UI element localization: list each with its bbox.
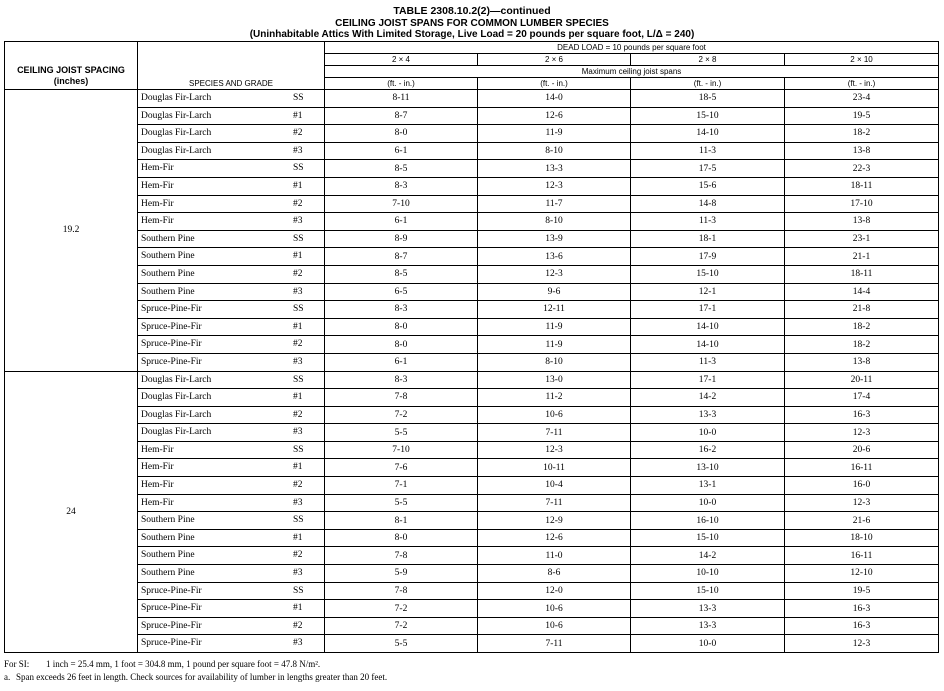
size-header: 2 × 8: [631, 54, 785, 66]
species-grade-cell: [138, 565, 325, 583]
span-value-cell: 13-8: [785, 353, 939, 371]
span-value-cell: 5-9: [325, 565, 478, 583]
span-value-cell: 5-5: [325, 494, 478, 512]
span-value-cell: 7-8: [325, 389, 478, 407]
unit-header: (ft. - in.): [631, 78, 785, 90]
species-grade-cell: [138, 529, 325, 547]
table-row: [5, 547, 939, 565]
span-value-cell: 19-5: [785, 107, 939, 125]
species-name: Hem-Fir: [141, 497, 174, 508]
grade-label: #1: [293, 603, 303, 614]
span-value-cell: 5-5: [325, 635, 478, 653]
table-row: [5, 336, 939, 354]
species-name: Spruce-Pine-Fir: [141, 603, 202, 614]
grade-label: #3: [293, 356, 303, 367]
span-value-cell: 6-1: [325, 353, 478, 371]
span-value-cell: 8-10: [478, 142, 631, 160]
species-grade-cell: [138, 441, 325, 459]
span-value-cell: 14-10: [631, 125, 785, 143]
grade-label: #2: [293, 550, 303, 561]
span-value-cell: 7-8: [325, 582, 478, 600]
span-value-cell: 8-3: [325, 371, 478, 389]
span-value-cell: 18-11: [785, 265, 939, 283]
span-value-cell: 8-0: [325, 336, 478, 354]
span-value-cell: 8-10: [478, 213, 631, 231]
table-row: [5, 441, 939, 459]
table-row: [5, 353, 939, 371]
span-value-cell: 8-10: [478, 353, 631, 371]
spacing-header-label: CEILING JOIST SPACING: [17, 65, 125, 75]
span-value-cell: 16-3: [785, 617, 939, 635]
span-value-cell: 17-9: [631, 248, 785, 266]
span-value-cell: 10-6: [478, 617, 631, 635]
species-name: Hem-Fir: [141, 444, 174, 455]
span-value-cell: 9-6: [478, 283, 631, 301]
span-value-cell: 10-6: [478, 600, 631, 618]
span-value-cell: 8-11: [325, 90, 478, 108]
span-value-cell: 12-3: [785, 494, 939, 512]
table-row: [5, 318, 939, 336]
grade-label: #1: [293, 251, 303, 262]
joist-spacing-cell: 19.2: [5, 90, 138, 372]
species-name: Southern Pine: [141, 532, 195, 543]
species-name: Hem-Fir: [141, 198, 174, 209]
species-grade-cell: [138, 389, 325, 407]
span-value-cell: 12-11: [478, 301, 631, 319]
span-value-cell: 11-3: [631, 213, 785, 231]
table-row: [5, 512, 939, 530]
species-grade-cell: [138, 371, 325, 389]
span-value-cell: 15-10: [631, 582, 785, 600]
span-value-cell: 15-6: [631, 177, 785, 195]
span-value-cell: 16-3: [785, 600, 939, 618]
span-value-cell: 13-3: [631, 617, 785, 635]
span-value-cell: 21-6: [785, 512, 939, 530]
species-grade-cell: [138, 230, 325, 248]
table-row: [5, 529, 939, 547]
span-value-cell: 15-10: [631, 107, 785, 125]
grade-label: #2: [293, 339, 303, 350]
span-value-cell: 11-9: [478, 125, 631, 143]
species-name: Hem-Fir: [141, 180, 174, 191]
span-value-cell: 8-1: [325, 512, 478, 530]
span-value-cell: 17-4: [785, 389, 939, 407]
table-row: [5, 617, 939, 635]
species-name: Spruce-Pine-Fir: [141, 620, 202, 631]
species-grade-cell: [138, 406, 325, 424]
grade-label: #1: [293, 321, 303, 332]
species-name: Southern Pine: [141, 286, 195, 297]
span-value-cell: 13-8: [785, 142, 939, 160]
grade-label: SS: [293, 444, 304, 455]
span-value-cell: 12-3: [785, 424, 939, 442]
table-row: [5, 600, 939, 618]
table-number: TABLE 2308.10.2(2)—continued: [393, 5, 551, 17]
species-name: Hem-Fir: [141, 216, 174, 227]
span-value-cell: 12-9: [478, 512, 631, 530]
grade-label: SS: [293, 515, 304, 526]
grade-label: #3: [293, 497, 303, 508]
si-label: For SI:: [4, 659, 30, 669]
species-grade-cell: [138, 142, 325, 160]
span-value-cell: 18-2: [785, 125, 939, 143]
span-value-cell: 18-10: [785, 529, 939, 547]
table-title-block: [0, 6, 944, 41]
table-row: [5, 248, 939, 266]
species-grade-cell: [138, 301, 325, 319]
table-row: [5, 230, 939, 248]
span-value-cell: 14-0: [478, 90, 631, 108]
table-title: CEILING JOIST SPANS FOR COMMON LUMBER SPECIES: [335, 17, 609, 29]
species-name: Spruce-Pine-Fir: [141, 356, 202, 367]
size-header: 2 × 6: [478, 54, 631, 66]
span-value-cell: 17-5: [631, 160, 785, 178]
span-value-cell: 18-2: [785, 336, 939, 354]
span-value-cell: 6-1: [325, 213, 478, 231]
species-grade-cell: [138, 512, 325, 530]
span-value-cell: 20-11: [785, 371, 939, 389]
span-value-cell: 10-0: [631, 635, 785, 653]
dead-load-header: DEAD LOAD = 10 pounds per square foot: [325, 42, 939, 54]
span-value-cell: 13-9: [478, 230, 631, 248]
species-name: Douglas Fir-Larch: [141, 128, 212, 139]
span-value-cell: 12-1: [631, 283, 785, 301]
species-grade-cell: [138, 336, 325, 354]
span-value-cell: 11-7: [478, 195, 631, 213]
span-value-cell: 14-10: [631, 318, 785, 336]
grade-label: #2: [293, 128, 303, 139]
span-value-cell: 23-1: [785, 230, 939, 248]
footnote-a-label: a.: [4, 672, 11, 682]
species-name: Hem-Fir: [141, 462, 174, 473]
table-row: [5, 424, 939, 442]
species-name: Spruce-Pine-Fir: [141, 321, 202, 332]
span-value-cell: 10-0: [631, 424, 785, 442]
species-name: Hem-Fir: [141, 163, 174, 174]
spacing-header: [5, 42, 138, 90]
table-row: [5, 635, 939, 653]
species-grade-cell: [138, 582, 325, 600]
span-value-cell: 8-3: [325, 177, 478, 195]
span-value-cell: 14-10: [631, 336, 785, 354]
span-value-cell: 16-11: [785, 547, 939, 565]
span-value-cell: 16-3: [785, 406, 939, 424]
span-value-cell: 15-10: [631, 265, 785, 283]
species-name: Douglas Fir-Larch: [141, 93, 212, 103]
span-value-cell: 8-5: [325, 160, 478, 178]
table-row: [5, 283, 939, 301]
ceiling-joist-span-table: [4, 41, 939, 653]
species-name: Southern Pine: [141, 550, 195, 561]
span-value-cell: 7-1: [325, 477, 478, 495]
grade-label: #2: [293, 480, 303, 491]
grade-label: #2: [293, 409, 303, 420]
span-value-cell: 6-5: [325, 283, 478, 301]
span-value-cell: 10-4: [478, 477, 631, 495]
span-value-cell: 12-3: [785, 635, 939, 653]
span-value-cell: 10-10: [631, 565, 785, 583]
span-value-cell: 17-1: [631, 371, 785, 389]
size-header: 2 × 10: [785, 54, 939, 66]
span-value-cell: 11-2: [478, 389, 631, 407]
span-value-cell: 13-3: [631, 406, 785, 424]
table-row: [5, 371, 939, 389]
species-name: Southern Pine: [141, 233, 195, 244]
table-row: [5, 195, 939, 213]
span-value-cell: 13-10: [631, 459, 785, 477]
span-value-cell: 11-3: [631, 142, 785, 160]
span-value-cell: 11-9: [478, 336, 631, 354]
table-row: [5, 177, 939, 195]
species-name: Douglas Fir-Larch: [141, 427, 212, 438]
span-value-cell: 14-2: [631, 389, 785, 407]
species-name: Spruce-Pine-Fir: [141, 304, 202, 315]
span-value-cell: 7-11: [478, 635, 631, 653]
span-value-cell: 12-6: [478, 107, 631, 125]
span-value-cell: 12-3: [478, 265, 631, 283]
table-row: [5, 494, 939, 512]
species-grade-cell: [138, 248, 325, 266]
span-value-cell: 7-6: [325, 459, 478, 477]
span-value-cell: 8-5: [325, 265, 478, 283]
span-value-cell: 8-6: [478, 565, 631, 583]
span-value-cell: 8-7: [325, 107, 478, 125]
span-value-cell: 23-4: [785, 90, 939, 108]
species-grade-cell: [138, 213, 325, 231]
span-value-cell: 6-1: [325, 142, 478, 160]
species-name: Southern Pine: [141, 515, 195, 526]
si-text: 1 inch = 25.4 mm, 1 foot = 304.8 mm, 1 pound per square foot = 47.8 N/m².: [46, 659, 321, 669]
span-value-cell: 21-8: [785, 301, 939, 319]
species-name: Douglas Fir-Larch: [141, 110, 212, 121]
species-name: Douglas Fir-Larch: [141, 374, 212, 385]
span-value-cell: 10-11: [478, 459, 631, 477]
species-header: SPECIES AND GRADE: [138, 42, 325, 90]
table-row: [5, 265, 939, 283]
grade-label: #1: [293, 180, 303, 191]
spacing-header-unit: (inches): [53, 76, 89, 86]
unit-header: (ft. - in.): [785, 78, 939, 90]
table-body: [5, 90, 939, 653]
grade-label: #3: [293, 216, 303, 227]
species-grade-cell: [138, 283, 325, 301]
species-grade-cell: [138, 125, 325, 143]
span-value-cell: 13-0: [478, 371, 631, 389]
span-value-cell: 8-3: [325, 301, 478, 319]
table-row: [5, 477, 939, 495]
span-value-cell: 8-7: [325, 248, 478, 266]
span-value-cell: 18-2: [785, 318, 939, 336]
species-grade-cell: [138, 160, 325, 178]
span-value-cell: 13-8: [785, 213, 939, 231]
span-value-cell: 13-3: [478, 160, 631, 178]
grade-label: SS: [293, 304, 304, 315]
span-value-cell: 8-0: [325, 529, 478, 547]
span-value-cell: 14-4: [785, 283, 939, 301]
table-row: [5, 406, 939, 424]
span-value-cell: 8-0: [325, 125, 478, 143]
grade-label: #3: [293, 286, 303, 297]
footnote-a: [4, 671, 387, 684]
span-value-cell: 12-3: [478, 441, 631, 459]
table-row: [5, 459, 939, 477]
species-grade-cell: [138, 424, 325, 442]
span-value-cell: 16-0: [785, 477, 939, 495]
species-grade-cell: [138, 177, 325, 195]
span-value-cell: 8-0: [325, 318, 478, 336]
species-name: Southern Pine: [141, 268, 195, 279]
span-value-cell: 10-0: [631, 494, 785, 512]
span-value-cell: 13-1: [631, 477, 785, 495]
span-value-cell: 12-10: [785, 565, 939, 583]
grade-label: SS: [293, 93, 304, 103]
span-value-cell: 20-6: [785, 441, 939, 459]
species-grade-cell: [138, 318, 325, 336]
span-value-cell: 12-0: [478, 582, 631, 600]
span-value-cell: 16-11: [785, 459, 939, 477]
span-value-cell: 21-1: [785, 248, 939, 266]
species-name: Douglas Fir-Larch: [141, 409, 212, 420]
span-value-cell: 18-11: [785, 177, 939, 195]
span-value-cell: 17-1: [631, 301, 785, 319]
grade-label: #1: [293, 392, 303, 403]
span-value-cell: 8-9: [325, 230, 478, 248]
unit-header: (ft. - in.): [478, 78, 631, 90]
species-grade-cell: [138, 107, 325, 125]
grade-label: SS: [293, 233, 304, 244]
max-spans-header: Maximum ceiling joist spans: [325, 66, 939, 78]
span-value-cell: 7-11: [478, 494, 631, 512]
span-value-cell: 18-1: [631, 230, 785, 248]
table-row: [5, 582, 939, 600]
span-value-cell: 7-11: [478, 424, 631, 442]
grade-label: #3: [293, 145, 303, 156]
grade-label: SS: [293, 585, 304, 596]
species-grade-cell: [138, 459, 325, 477]
grade-label: SS: [293, 163, 304, 174]
grade-label: #1: [293, 462, 303, 473]
span-value-cell: 7-10: [325, 441, 478, 459]
unit-header: (ft. - in.): [325, 78, 478, 90]
species-grade-cell: [138, 600, 325, 618]
table-row: [5, 389, 939, 407]
size-header: 2 × 4: [325, 54, 478, 66]
species-grade-cell: [138, 635, 325, 653]
species-grade-cell: [138, 353, 325, 371]
table-subtitle: (Uninhabitable Attics With Limited Storage, Live Load = 20 pounds per square foot, L/Δ = 240): [249, 29, 695, 40]
span-value-cell: 10-6: [478, 406, 631, 424]
species-name: Spruce-Pine-Fir: [141, 638, 202, 649]
species-name: Southern Pine: [141, 251, 195, 262]
footnotes: [4, 658, 387, 684]
grade-label: #2: [293, 620, 303, 631]
species-grade-cell: [138, 617, 325, 635]
grade-label: #2: [293, 268, 303, 279]
grade-label: #2: [293, 198, 303, 209]
span-value-cell: 11-0: [478, 547, 631, 565]
span-value-cell: 7-8: [325, 547, 478, 565]
species-grade-cell: [138, 477, 325, 495]
footnote-a-text: Span exceeds 26 feet in length. Check sources for availability of lumber in lengths greater than 20 feet.: [16, 672, 388, 682]
grade-label: #3: [293, 638, 303, 649]
species-name: Douglas Fir-Larch: [141, 392, 212, 403]
grade-label: #3: [293, 568, 303, 579]
span-value-cell: 12-6: [478, 529, 631, 547]
species-grade-cell: [138, 265, 325, 283]
span-value-cell: 14-2: [631, 547, 785, 565]
species-name: Douglas Fir-Larch: [141, 145, 212, 156]
span-value-cell: 16-2: [631, 441, 785, 459]
span-value-cell: 22-3: [785, 160, 939, 178]
species-grade-cell: [138, 547, 325, 565]
span-value-cell: 11-3: [631, 353, 785, 371]
span-value-cell: 11-9: [478, 318, 631, 336]
species-name: Spruce-Pine-Fir: [141, 585, 202, 596]
span-value-cell: 7-2: [325, 406, 478, 424]
table-row: [5, 125, 939, 143]
span-value-cell: 5-5: [325, 424, 478, 442]
table-row: [5, 565, 939, 583]
span-value-cell: 15-10: [631, 529, 785, 547]
species-grade-cell: [138, 195, 325, 213]
table-row: [5, 107, 939, 125]
table-row: [5, 160, 939, 178]
species-name: Hem-Fir: [141, 480, 174, 491]
span-value-cell: 13-6: [478, 248, 631, 266]
table-row: [5, 142, 939, 160]
span-value-cell: 18-5: [631, 90, 785, 108]
table-row: [5, 301, 939, 319]
si-footnote: [4, 658, 387, 671]
species-grade-cell: [138, 494, 325, 512]
species-grade-cell: [138, 90, 325, 108]
table-row: [5, 90, 939, 108]
joist-spacing-cell: 24: [5, 371, 138, 653]
grade-label: #3: [293, 427, 303, 438]
span-value-cell: 19-5: [785, 582, 939, 600]
grade-label: #1: [293, 532, 303, 543]
span-value-cell: 7-10: [325, 195, 478, 213]
span-value-cell: 7-2: [325, 617, 478, 635]
span-value-cell: 14-8: [631, 195, 785, 213]
species-name: Spruce-Pine-Fir: [141, 339, 202, 350]
span-value-cell: 16-10: [631, 512, 785, 530]
table-row: [5, 213, 939, 231]
span-value-cell: 17-10: [785, 195, 939, 213]
species-name: Southern Pine: [141, 568, 195, 579]
grade-label: #1: [293, 110, 303, 121]
span-value-cell: 7-2: [325, 600, 478, 618]
grade-label: SS: [293, 374, 304, 385]
span-value-cell: 13-3: [631, 600, 785, 618]
span-value-cell: 12-3: [478, 177, 631, 195]
